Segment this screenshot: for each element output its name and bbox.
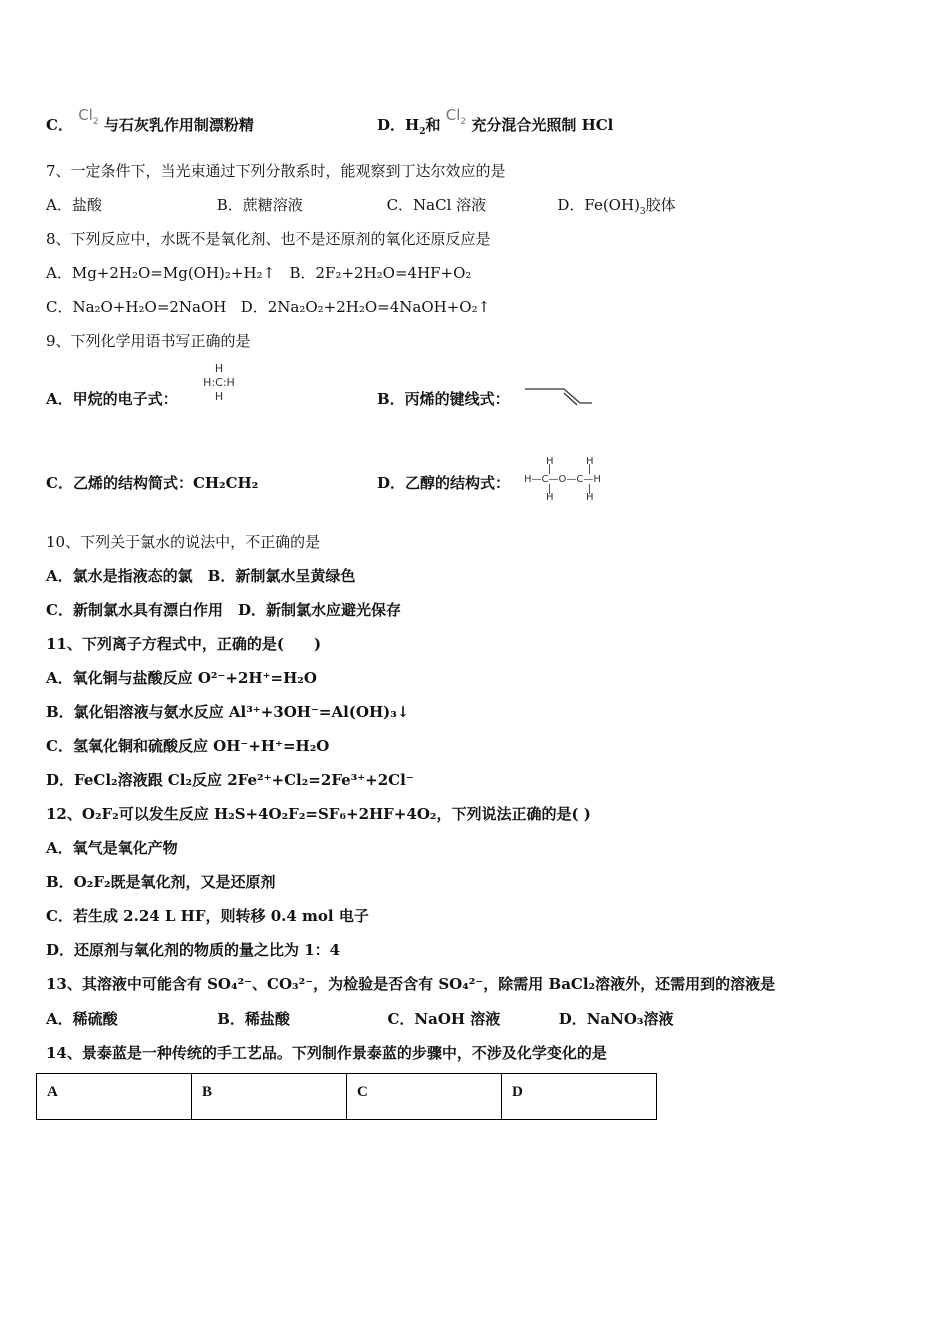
q13-option-d: D．NaNO₃溶液 (558, 1010, 674, 1028)
q12-option-d: D．还原剂与氧化剂的物质的量之比为 1：4 (46, 941, 341, 959)
q6-c-cl2: $Cl_2$ (78, 106, 99, 127)
q8-option-a: A．Mg+2H₂O=Mg(OH)₂+H₂↑ (46, 264, 276, 282)
q10-options-ab: A．氯水是指液态的氯 B．新制氯水呈黄绿色 (46, 567, 356, 585)
q11-option-b: B．氯化铝溶液与氨水反应 Al³⁺+3OH⁻=Al(OH)₃↓ (46, 703, 410, 721)
q7-option-a: A．盐酸 (46, 196, 102, 214)
q8-options-ab (46, 263, 471, 283)
q14-cell-b: B (192, 1074, 347, 1120)
q13-option-b: B．稀盐酸 (217, 1010, 290, 1028)
q14-stem: 14、景泰蓝是一种传统的手工艺品。下列制作景泰蓝的步骤中，不涉及化学变化的是 (46, 1044, 607, 1062)
q13-option-c: C．NaOH 溶液 (387, 1010, 501, 1028)
methane-electron-formula: H H:C:H H (203, 362, 235, 403)
q7-options (46, 195, 676, 215)
q9-option-d: D．乙醇的结构式： (377, 474, 511, 492)
q14-cell-d: D (502, 1074, 657, 1120)
q8-option-c: C．Na₂O+H₂O=2NaOH (46, 298, 227, 316)
q8-option-d: D．2Na₂O₂+2H₂O=4NaOH+O₂↑ (240, 298, 491, 316)
q7-stem: 7、一定条件下，当光束通过下列分散系时，能观察到丁达尔效应的是 (46, 162, 506, 180)
q14-cell-a: A (37, 1074, 192, 1120)
q12-option-b: B．O₂F₂既是氧化剂，又是还原剂 (46, 873, 276, 891)
propene-bond-line-icon (524, 384, 594, 408)
q7-option-d: D．$Fe(OH)_3$胶体 (557, 196, 676, 217)
q7-option-b: B．蔗糖溶液 (216, 196, 303, 214)
q12-option-a: A．氧气是氧化产物 (46, 839, 178, 857)
q9-stem: 9、下列化学用语书写正确的是 (46, 332, 251, 350)
q9-option-a: A．甲烷的电子式： (46, 390, 178, 408)
q6-option-c-text: 与石灰乳作用制漂粉精 (103, 116, 254, 134)
q8-stem: 8、下列反应中，水既不是氧化剂、也不是还原剂的氧化还原反应是 (46, 230, 491, 248)
q6-option-d: D．$H_2$和 $Cl_2$ 充分混合光照制 HCl (377, 106, 614, 137)
q6-option-c-label: C． (46, 116, 73, 134)
table-row (37, 1074, 657, 1120)
q6-line (46, 106, 254, 135)
q9-option-c: C．乙烯的结构简式：CH₂CH₂ (46, 474, 259, 492)
q10-options-cd: C．新制氯水具有漂白作用 D．新制氯水应避光保存 (46, 601, 401, 619)
q11-option-a: A．氧化铜与盐酸反应 O²⁻+2H⁺=H₂O (46, 669, 317, 687)
q11-stem: 11、下列离子方程式中，正确的是( ) (46, 635, 322, 653)
q12-option-c: C．若生成 2.24 L HF，则转移 0.4 mol 电子 (46, 907, 369, 925)
q12-stem: 12、O₂F₂可以发生反应 H₂S+4O₂F₂=SF₆+2HF+4O₂，下列说法正确的是( ) (46, 805, 591, 823)
q13-stem: 13、其溶液中可能含有 SO₄²⁻、CO₃²⁻，为检验是否含有 SO₄²⁻，除需用 BaCl₂溶液外，还需用到的溶液是 (46, 975, 776, 993)
q11-option-c: C．氢氧化铜和硫酸反应 OH⁻+H⁺=H₂O (46, 737, 330, 755)
q8-options-cd (46, 297, 490, 317)
q8-option-b: B．2F₂+2H₂O=4HF+O₂ (289, 264, 472, 282)
q13-option-a: A．稀硫酸 (46, 1010, 118, 1028)
q14-options-table (36, 1073, 657, 1120)
q9-option-b: B．丙烯的键线式： (377, 390, 510, 408)
q11-option-d: D．FeCl₂溶液跟 Cl₂反应 2Fe²⁺+Cl₂=2Fe³⁺+2Cl⁻ (46, 771, 414, 789)
q6-d-cl2: $Cl_2$ (445, 106, 467, 127)
q14-cell-c: C (347, 1074, 502, 1120)
q7-option-c: C．NaCl 溶液 (386, 196, 487, 214)
q13-options (46, 1009, 674, 1029)
q10-stem: 10、下列关于氯水的说法中，不正确的是 (46, 533, 321, 551)
